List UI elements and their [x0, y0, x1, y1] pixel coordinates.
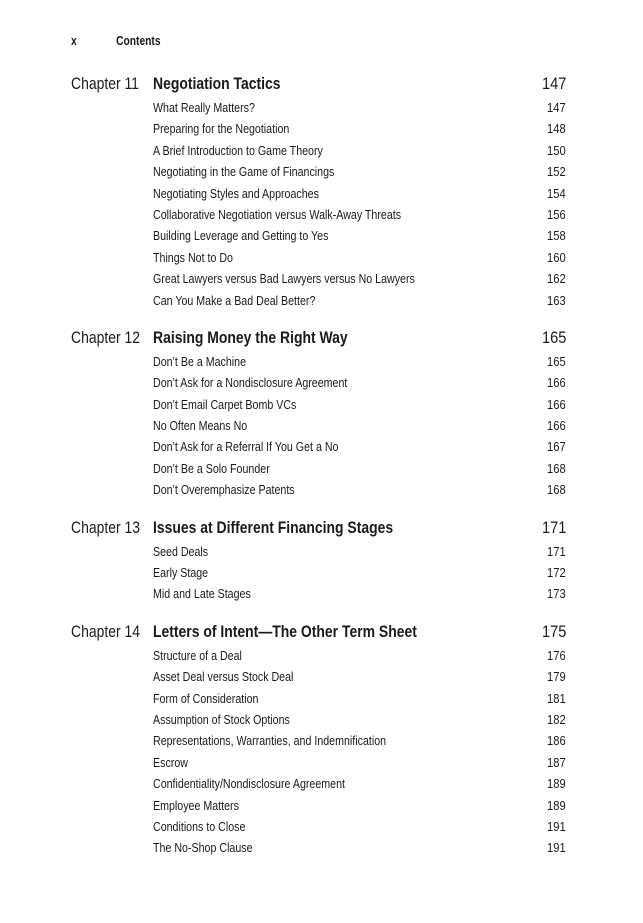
- section-title: Seed Deals: [153, 543, 209, 559]
- section-page-number: 148: [547, 121, 566, 137]
- section-entry[interactable]: [71, 817, 566, 838]
- section-entry[interactable]: [71, 373, 566, 394]
- chapter-heading-row[interactable]: [71, 516, 566, 542]
- section-title: Representations, Warranties, and Indemnification: [153, 733, 387, 749]
- section-title: Negotiating in the Game of Financings: [153, 164, 335, 180]
- section-entry[interactable]: [71, 437, 566, 458]
- chapter-entry: [71, 516, 566, 606]
- section-title: Building Leverage and Getting to Yes: [153, 228, 329, 244]
- section-page-number: 172: [547, 565, 566, 581]
- section-title: What Really Matters?: [153, 100, 255, 115]
- section-page-number: 191: [547, 840, 566, 856]
- section-title: Confidentiality/Nondisclosure Agreement: [153, 776, 345, 792]
- chapter-entry: [71, 620, 566, 860]
- section-page-number: 150: [547, 142, 566, 158]
- section-page-number: 191: [547, 818, 566, 834]
- section-page-number: 181: [547, 690, 566, 706]
- chapter-page-number: 171: [541, 517, 566, 537]
- section-page-number: 168: [547, 460, 566, 476]
- section-title: Mid and Late Stages: [153, 586, 251, 602]
- section-page-number: 187: [547, 754, 566, 770]
- section-entry[interactable]: [71, 291, 566, 312]
- section-page-number: 182: [547, 711, 566, 727]
- section-title: Don’t Be a Machine: [153, 353, 247, 369]
- chapter-entry: [71, 326, 566, 502]
- section-page-number: 147: [547, 100, 566, 115]
- section-entry[interactable]: [71, 248, 566, 269]
- chapter-page-number: 165: [541, 327, 566, 347]
- page-number: x: [71, 34, 77, 48]
- section-title: Escrow: [153, 754, 188, 770]
- section-page-number: 158: [547, 228, 566, 244]
- section-title: Don’t Ask for a Nondisclosure Agreement: [153, 375, 348, 391]
- section-title: Conditions to Close: [153, 818, 246, 834]
- chapter-label: Chapter 14: [71, 621, 140, 641]
- section-page-number: 173: [547, 586, 566, 602]
- section-title: The No-Shop Clause: [153, 840, 253, 856]
- chapter-heading-row[interactable]: [71, 326, 566, 352]
- section-page-number: 176: [547, 647, 566, 663]
- section-page-number: 156: [547, 206, 566, 222]
- chapter-title: Issues at Different Financing Stages: [153, 517, 394, 537]
- section-entry[interactable]: [71, 226, 566, 247]
- chapter-heading-row[interactable]: [71, 620, 566, 646]
- section-entry[interactable]: [71, 731, 566, 752]
- section-entry[interactable]: [71, 352, 566, 373]
- section-title: Collaborative Negotiation versus Walk-Away Threats: [153, 206, 402, 222]
- section-entry[interactable]: [71, 796, 566, 817]
- section-title: Don’t Overemphasize Patents: [153, 482, 295, 498]
- section-entry[interactable]: [71, 667, 566, 688]
- section-title: Asset Deal versus Stock Deal: [153, 669, 294, 685]
- section-entry[interactable]: [71, 395, 566, 416]
- chapter-title: Letters of Intent—The Other Term Sheet: [153, 621, 417, 641]
- section-page-number: 179: [547, 669, 566, 685]
- section-entry[interactable]: [71, 689, 566, 710]
- chapter-label: Chapter 11: [71, 74, 139, 93]
- running-head: [71, 34, 161, 48]
- section-page-number: 152: [547, 164, 566, 180]
- section-entry[interactable]: [71, 269, 566, 290]
- section-page-number: 166: [547, 396, 566, 412]
- section-entry[interactable]: [71, 162, 566, 183]
- section-entry[interactable]: [71, 646, 566, 667]
- section-title: Don’t Email Carpet Bomb VCs: [153, 396, 297, 412]
- section-title: Great Lawyers versus Bad Lawyers versus No Lawyers: [153, 271, 415, 287]
- section-entry[interactable]: [71, 416, 566, 437]
- section-entry[interactable]: [71, 184, 566, 205]
- section-page-number: 166: [547, 418, 566, 434]
- section-entry[interactable]: [71, 480, 566, 501]
- section-entry[interactable]: [71, 710, 566, 731]
- section-page-number: 168: [547, 482, 566, 498]
- section-page-number: 166: [547, 375, 566, 391]
- section-page-number: 171: [547, 543, 566, 559]
- section-title: Things Not to Do: [153, 249, 233, 265]
- running-title: Contents: [116, 34, 161, 48]
- section-title: Form of Consideration: [153, 690, 259, 706]
- section-entry[interactable]: [71, 98, 566, 119]
- section-page-number: 167: [547, 439, 566, 455]
- section-page-number: 162: [547, 271, 566, 287]
- section-entry[interactable]: [71, 141, 566, 162]
- chapter-title: Negotiation Tactics: [153, 74, 281, 93]
- chapter-label: Chapter 12: [71, 327, 140, 347]
- section-page-number: 189: [547, 776, 566, 792]
- section-title: Preparing for the Negotiation: [153, 121, 290, 137]
- section-entry[interactable]: [71, 119, 566, 140]
- section-title: Don’t Be a Solo Founder: [153, 460, 270, 476]
- section-entry[interactable]: [71, 838, 566, 859]
- chapter-page-number: 147: [541, 74, 566, 93]
- section-page-number: 163: [547, 292, 566, 308]
- section-title: Assumption of Stock Options: [153, 711, 290, 727]
- section-page-number: 154: [547, 185, 566, 201]
- section-title: Employee Matters: [153, 797, 239, 813]
- section-title: Negotiating Styles and Approaches: [153, 185, 319, 201]
- section-entry[interactable]: [71, 774, 566, 795]
- chapter-label: Chapter 13: [71, 517, 140, 537]
- section-page-number: 189: [547, 797, 566, 813]
- section-title: Can You Make a Bad Deal Better?: [153, 292, 316, 308]
- section-title: A Brief Introduction to Game Theory: [153, 142, 323, 158]
- chapter-page-number: 175: [541, 621, 566, 641]
- chapter-heading-row[interactable]: [71, 72, 566, 98]
- section-page-number: 165: [547, 353, 566, 369]
- section-entry[interactable]: [71, 205, 566, 226]
- section-entry[interactable]: [71, 584, 566, 605]
- section-entry[interactable]: [71, 542, 566, 563]
- chapter-title: Raising Money the Right Way: [153, 327, 348, 347]
- section-page-number: 186: [547, 733, 566, 749]
- section-entry[interactable]: [71, 459, 566, 480]
- section-title: No Often Means No: [153, 418, 248, 434]
- table-of-contents: [71, 72, 566, 860]
- section-title: Structure of a Deal: [153, 647, 242, 663]
- section-page-number: 160: [547, 249, 566, 265]
- chapter-entry: [71, 72, 566, 312]
- section-title: Don’t Ask for a Referral If You Get a No: [153, 439, 339, 455]
- section-title: Early Stage: [153, 565, 209, 581]
- section-entry[interactable]: [71, 563, 566, 584]
- section-entry[interactable]: [71, 753, 566, 774]
